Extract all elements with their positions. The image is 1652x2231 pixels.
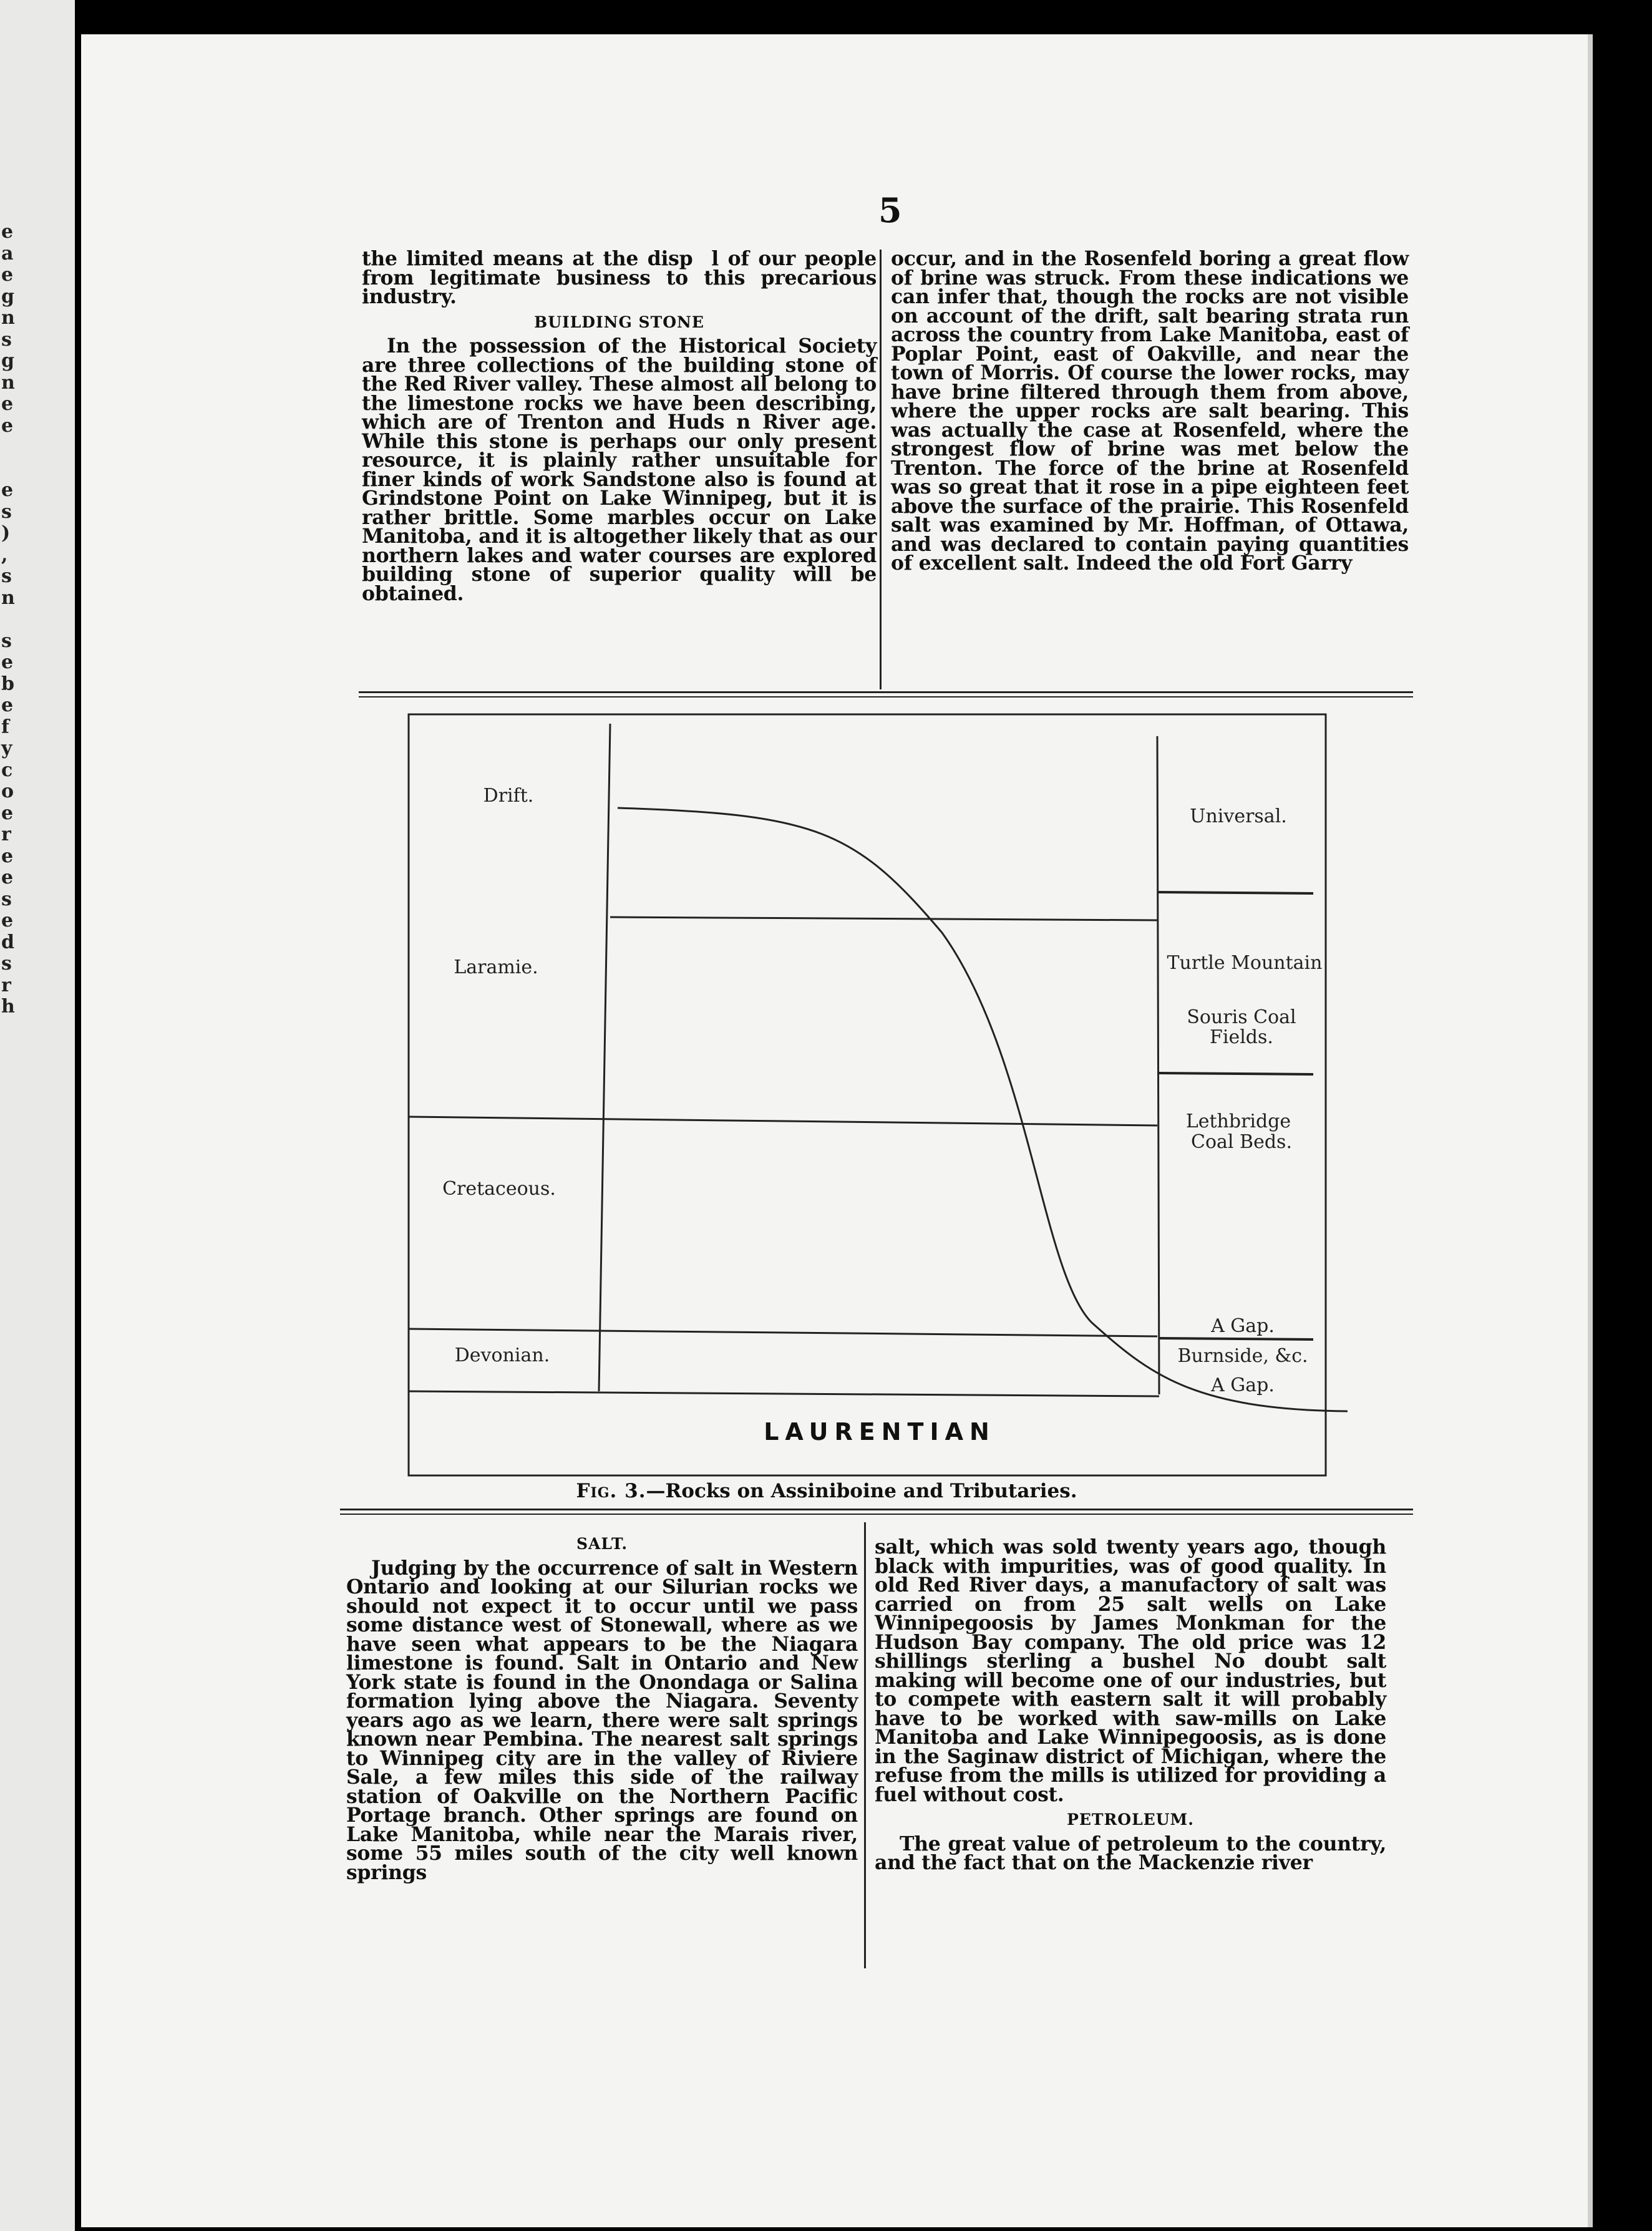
label-lethbridge-2: Coal Beds. bbox=[1191, 1131, 1292, 1153]
left-column-line bbox=[599, 724, 610, 1391]
label-laramie: Laramie. bbox=[454, 956, 538, 978]
column-divider bbox=[880, 250, 882, 689]
label-gap-2: A Gap. bbox=[1211, 1374, 1275, 1396]
figure-caption bbox=[412, 1480, 1241, 1502]
right-separator-3 bbox=[1159, 1338, 1313, 1339]
drift-laramie-line bbox=[610, 917, 1157, 920]
label-devonian: Devonian. bbox=[454, 1344, 550, 1366]
label-universal: Universal. bbox=[1190, 805, 1287, 827]
label-laurentian: LAURENTIAN bbox=[764, 1418, 996, 1446]
carryover-paragraph: the limited means at the disp l of our people from legitimate business to this precarious industry. bbox=[362, 247, 877, 308]
label-burnside: Burnside, &c. bbox=[1177, 1345, 1308, 1367]
page-number: 5 bbox=[878, 190, 902, 230]
bottom-right-column bbox=[875, 1535, 1386, 1874]
section-heading-petroleum: PETROLEUM. bbox=[1067, 1811, 1194, 1829]
bottom-left-column bbox=[346, 1529, 858, 1882]
label-drift: Drift. bbox=[483, 785, 534, 807]
section-heading-salt: SALT. bbox=[576, 1535, 628, 1553]
section-rule bbox=[340, 1514, 1413, 1515]
adjacent-page-letters: e a e g n s g n e e e s ) , s n s e b e f y c o e r e e s e d s r h bbox=[1, 221, 15, 1018]
building-stone-paragraph: In the possession of the Historical Society are three collections of the building stone of the Red River valley. These almost all belong to the limestone rocks we have been describing, which are of Trenton and Huds n River age. While this stone is perhaps our only present resource, it is plainly rather unsuitable for finer kinds of work Sandstone also is found at Grindstone Point on Lake Winnipeg, but it is rather brittle. Some marbles occur on Lake Manitoba, and it is altogether likely that as our northern lakes and water courses are explored building stone of superior quality will be obtained. bbox=[362, 334, 877, 605]
section-heading-building-stone: BUILDING STONE bbox=[534, 313, 704, 331]
salt-continued-paragraph: salt, which was sold twenty years ago, though black with impurities, was of good quality. In old Red River days, a manufactory of salt was carried on from 25 salt wells on Lake Winnipegoosis by James Monkman for the Hudson Bay company. The old price was 12 shillings sterling a bushel No doubt salt making will become one of our industries, but to compete with eastern salt it will probably have to be worked with saw-mills on Lake Manitoba and Lake Winnipegoosis, as is done in the Saginaw district of Michigan, where the refuse from the mills is utilized for providing a fuel without cost. bbox=[875, 1535, 1386, 1806]
right-separator-2 bbox=[1159, 1073, 1313, 1074]
salt-paragraph: Judging by the occurrence of salt in Western Ontario and looking at our Silurian rocks we should not expect it to occur until we pass some distance west of Stonewall, where as we have seen what appears to be the Niagara limestone is found. Salt in Ontario and New York state is found in the Onondaga or Salina formation lying above the Niagara. Seventy years ago as we learn, there were salt springs known near Pembina. The nearest salt springs to Winnipeg city are in the valley of Riviere Sale, a few miles this side of the railway station of Oakville on the Northern Pacific Portage branch. Other springs are found on Lake Manitoba, while near the Marais river, some 55 miles south of the city well known springs bbox=[346, 1556, 858, 1884]
right-column-line bbox=[1157, 736, 1159, 1394]
figure-title: —Rocks on Assiniboine and Tributaries. bbox=[646, 1480, 1077, 1502]
label-gap-1: A Gap. bbox=[1211, 1315, 1275, 1337]
label-souris-2: Fields. bbox=[1210, 1026, 1273, 1048]
laramie-cretaceous-line bbox=[409, 1117, 1157, 1125]
section-rule bbox=[340, 1509, 1413, 1510]
adjacent-page-strip bbox=[0, 0, 75, 2231]
right-separator-1 bbox=[1157, 892, 1313, 893]
cretaceous-devonian-line bbox=[409, 1329, 1157, 1336]
figure-number: Fig. 3. bbox=[576, 1480, 646, 1502]
label-turtle-mountain: Turtle Mountain bbox=[1167, 952, 1323, 974]
brine-paragraph: occur, and in the Rosenfeld boring a great flow of brine was struck. From these indications we can infer that, though the rocks are not visible on account of the drift, salt bearing strata run across the country from Lake Manitoba, east of Poplar Point, east of Oakville, and near the town of Morris. Of course the lower rocks, may have brine filtered through them from above, where the upper rocks are salt bearing. This was actually the case at Rosenfeld, where the strongest flow of brine was met below the Trenton. The force of the brine at Rosenfeld was so great that it rose in a pipe eighteen feet above the surface of the prairie. This Rosenfeld salt was examined by Mr. Hoffman, of Ottawa, and was declared to contain paying quantities of excellent salt. Indeed the old Fort Garry bbox=[891, 247, 1409, 575]
top-left-column bbox=[362, 247, 877, 605]
devonian-base-line bbox=[409, 1391, 1159, 1396]
petroleum-paragraph: The great value of petroleum to the country, and the fact that on the Mackenzie river bbox=[875, 1832, 1386, 1874]
label-cretaceous: Cretaceous. bbox=[442, 1178, 556, 1200]
rock-strata-diagram bbox=[381, 680, 1354, 1479]
top-right-column bbox=[891, 247, 1409, 575]
label-lethbridge: Lethbridge bbox=[1185, 1111, 1291, 1132]
column-divider bbox=[864, 1522, 866, 1968]
label-souris: Souris Coal bbox=[1187, 1006, 1296, 1028]
